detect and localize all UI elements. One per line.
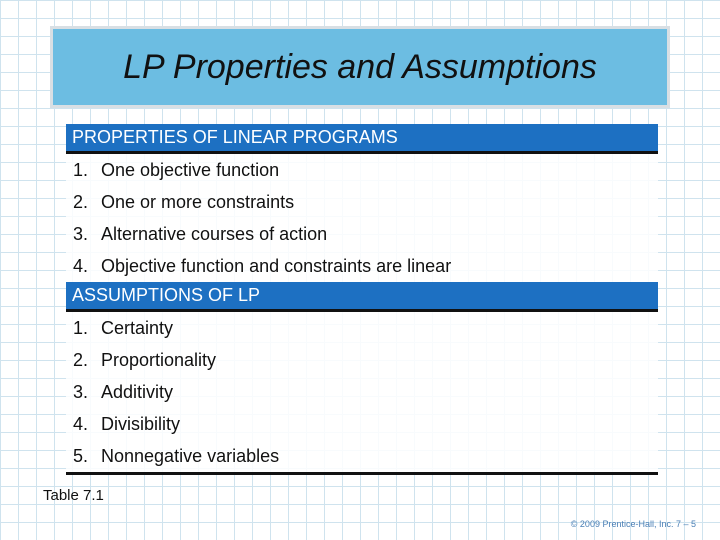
list-item	[66, 376, 658, 408]
item-text: Additivity	[101, 381, 174, 402]
list-item	[66, 186, 658, 218]
item-text: Objective function and constraints are linear	[101, 255, 452, 276]
title-banner	[50, 26, 670, 108]
item-text: One objective function	[101, 159, 280, 180]
item-text: Proportionality	[101, 349, 217, 370]
lp-table	[66, 124, 658, 475]
properties-list	[66, 154, 658, 282]
item-number: 2.	[73, 191, 89, 212]
slide-title: LP Properties and Assumptions	[123, 47, 597, 86]
table-caption: Table 7.1	[43, 487, 104, 504]
item-number: 5.	[73, 445, 89, 466]
list-item	[66, 312, 658, 344]
item-number: 4.	[73, 255, 89, 276]
section-header-properties: PROPERTIES OF LINEAR PROGRAMS	[66, 124, 658, 154]
item-text: Divisibility	[101, 413, 181, 434]
item-number: 1.	[73, 317, 89, 338]
item-number: 3.	[73, 381, 89, 402]
item-number: 3.	[73, 223, 89, 244]
item-text: Nonnegative variables	[101, 445, 280, 466]
copyright-footer: © 2009 Prentice-Hall, Inc. 7 – 5	[570, 519, 696, 529]
list-item	[66, 408, 658, 440]
list-item	[66, 440, 658, 472]
list-item	[66, 154, 658, 186]
item-text: Alternative courses of action	[101, 223, 328, 244]
item-text: One or more constraints	[101, 191, 295, 212]
section-header-assumptions: ASSUMPTIONS OF LP	[66, 282, 658, 312]
item-number: 4.	[73, 413, 89, 434]
list-item	[66, 218, 658, 250]
list-item	[66, 344, 658, 376]
item-text: Certainty	[101, 317, 174, 338]
item-number: 2.	[73, 349, 89, 370]
list-item	[66, 250, 658, 282]
item-number: 1.	[73, 159, 89, 180]
assumptions-list	[66, 312, 658, 475]
